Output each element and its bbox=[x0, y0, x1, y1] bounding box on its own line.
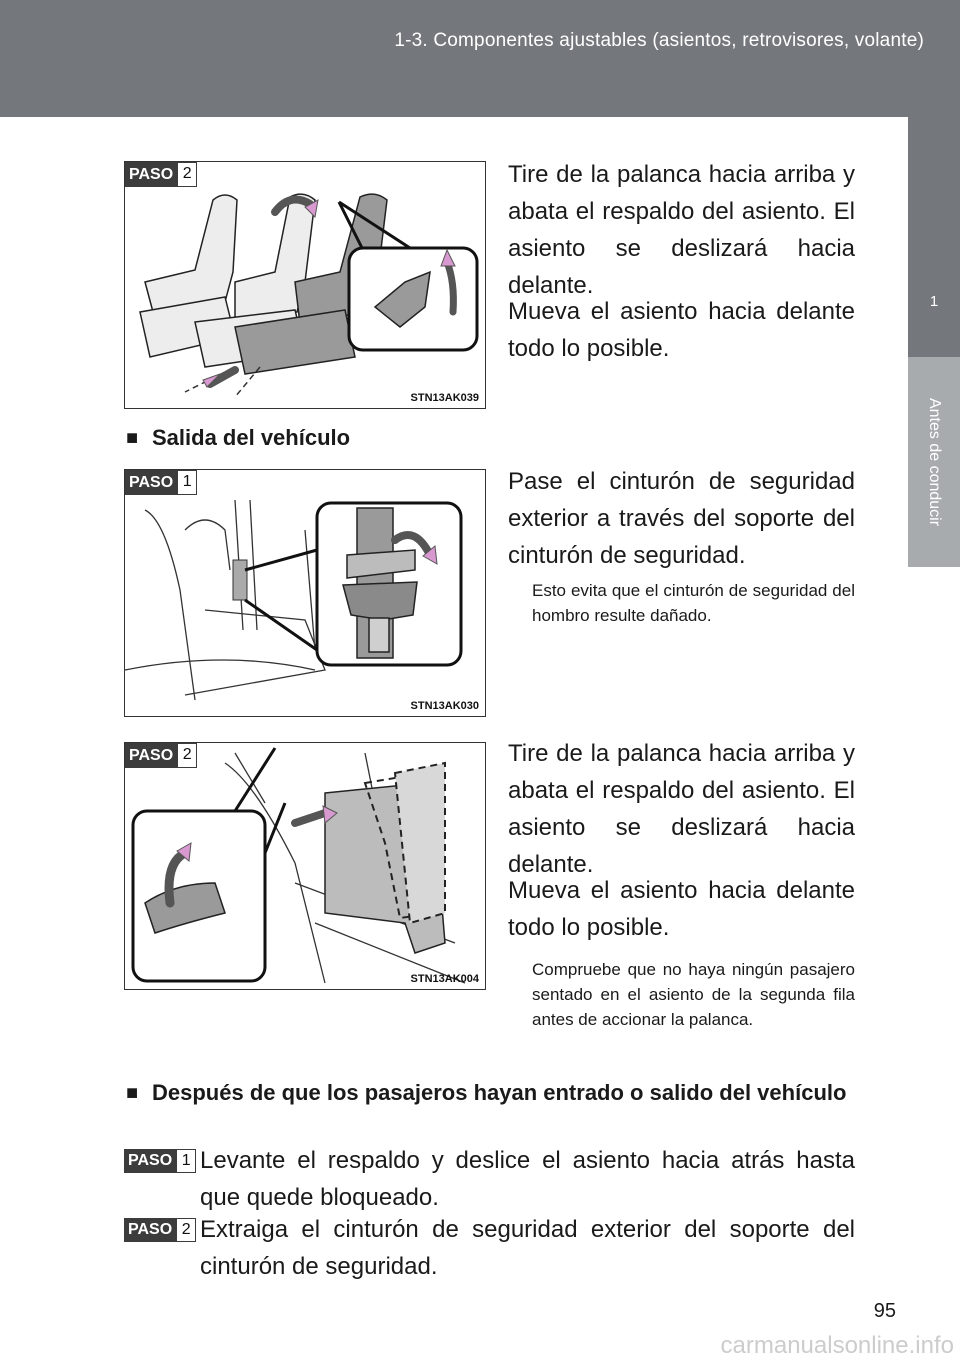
note-text: Esto evita que el cinturón de seguridad del hombro resulte dañado. bbox=[532, 581, 855, 625]
step-badge bbox=[125, 162, 197, 187]
step-badge bbox=[125, 470, 197, 495]
step-label: PASO bbox=[125, 470, 177, 495]
step-number: 2 bbox=[176, 1218, 196, 1242]
step-number: 1 bbox=[176, 1149, 196, 1173]
step-badge bbox=[124, 1149, 196, 1173]
figure-fold-seat-lever bbox=[124, 742, 486, 990]
chapter-label: Antes de conducir bbox=[926, 397, 943, 527]
step-number: 2 bbox=[177, 743, 197, 768]
chapter-tab bbox=[908, 117, 960, 357]
step-badge bbox=[125, 743, 197, 768]
page-number: 95 bbox=[873, 1300, 896, 1322]
step-text: Levante el respaldo y deslice el asiento hacia atrás hasta que quede bloqueado. bbox=[200, 1147, 855, 1211]
instruction-text: Mueva el asiento hacia delante todo lo posible. bbox=[508, 877, 855, 941]
step-label: PASO bbox=[125, 162, 177, 187]
figure-code: STN13AK004 bbox=[410, 973, 479, 985]
bullet-icon: ■ bbox=[126, 427, 139, 449]
chapter-number: 1 bbox=[929, 293, 939, 310]
seat-lever-illustration bbox=[125, 743, 485, 989]
step-label: PASO bbox=[124, 1149, 176, 1173]
bullet-icon: ■ bbox=[126, 1082, 139, 1104]
note-text: Compruebe que no haya ningún pasajero sentado en el asiento de la segunda fila antes de accionar la palanca. bbox=[532, 960, 855, 1029]
figure-code: STN13AK039 bbox=[410, 392, 479, 404]
section-title: 1-3. Componentes ajustables (asientos, retrovisores, volante) bbox=[394, 30, 924, 51]
section-heading: Salida del vehículo bbox=[152, 425, 351, 450]
step-number: 2 bbox=[177, 162, 197, 187]
instruction-text: Tire de la palanca hacia arriba y abata el respaldo del asiento. El asiento se deslizará hacia delante. bbox=[508, 740, 855, 878]
figure-fold-seat bbox=[124, 161, 486, 409]
step-label: PASO bbox=[125, 743, 177, 768]
step-badge bbox=[124, 1218, 196, 1242]
step-text: Extraiga el cinturón de seguridad exterior del soporte del cinturón de seguridad. bbox=[200, 1216, 855, 1280]
watermark: carmanualsonline.info bbox=[720, 1332, 954, 1359]
instruction-text: Pase el cinturón de seguridad exterior a través del soporte del cinturón de seguridad. bbox=[508, 468, 855, 569]
step-label: PASO bbox=[124, 1218, 176, 1242]
instruction-text: Tire de la palanca hacia arriba y abata el respaldo del asiento. El asiento se deslizará hacia delante. bbox=[508, 161, 855, 299]
figure-code: STN13AK030 bbox=[410, 700, 479, 712]
section-heading: Después de que los pasajeros hayan entrado o salido del vehículo bbox=[152, 1080, 847, 1105]
instruction-text: Mueva el asiento hacia delante todo lo posible. bbox=[508, 298, 855, 362]
belt-holder-illustration bbox=[125, 470, 485, 716]
step-number: 1 bbox=[177, 470, 197, 495]
page-header bbox=[0, 0, 960, 117]
seat-fold-illustration bbox=[125, 162, 485, 408]
figure-belt-holder bbox=[124, 469, 486, 717]
